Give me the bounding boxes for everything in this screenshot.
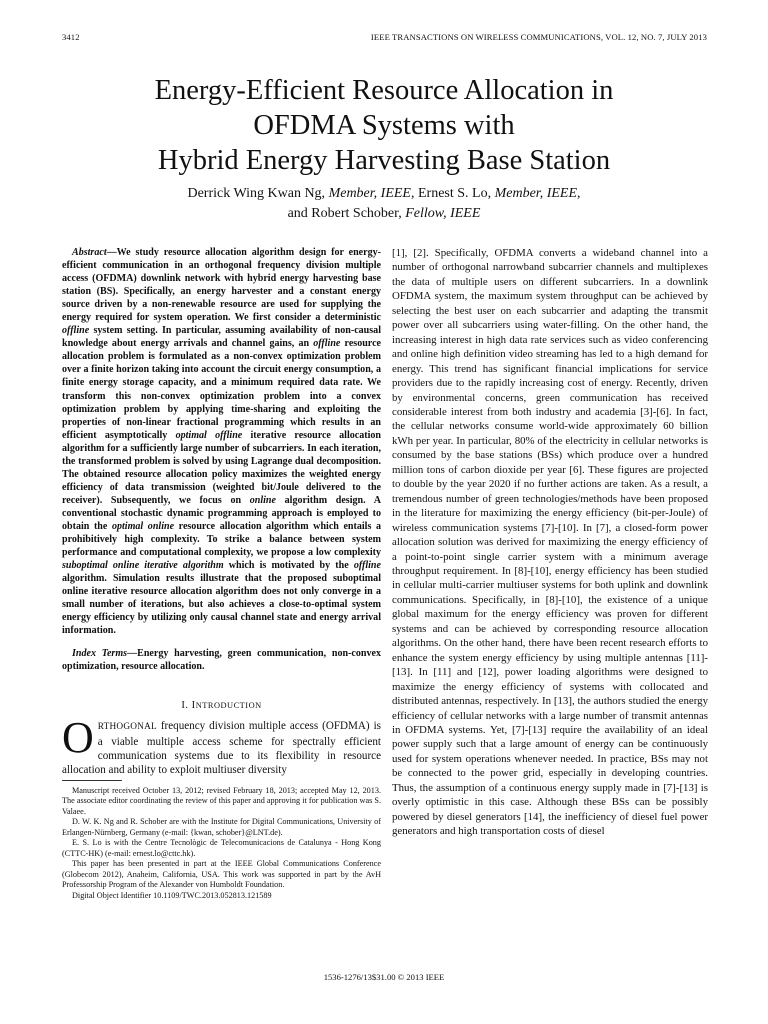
paper-title [60,73,708,178]
index-terms-label: Index Terms [72,648,128,660]
intro-paragraph [62,713,381,778]
abstract-text: resource allocation algorithm which entails a prohibitively high complexity. To strike a balance between system performance and computational complexity, we propose a low complexity [62,520,381,559]
footnote: E. S. Lo is with the Centre Tecnològic de Telecomunicacions de Catalunya - Hong Kong (CTTC-HK) (e-mail: ernest.lo@cttc.hk). [62,838,381,858]
title-line: Hybrid Energy Harvesting Base Station [157,145,611,176]
author-membership: Fellow, IEEE [405,206,481,221]
section-number: I. [181,699,192,711]
author-name: , Ernest S. Lo, [410,186,495,201]
abstract-text: algorithm. Simulation results illustrate that the proposed suboptimal online iterative resource allocation algorithm does not only converge in a small number of iterations, but also achieves a close-to-optimal system energy efficiency by utilizing only causal channel state and energy arrival information. [62,573,381,637]
index-terms-text: —Energy harvesting, green communication, non-convex optimization, resource allocation. [62,648,381,673]
abstract-text: system setting. In particular, assuming availability of non-causal knowledge about energy arrivals and channel gains, an [62,325,381,350]
drop-cap: O [62,713,94,763]
body-paragraph: [1], [2]. Specifically, OFDMA converts a wideband channel into a number of orthogonal narrowband subcarrier channels and multiplexes the data of multiple users on different subcarriers. In a downlink OFDMA system, the maximum system throughput can be achieved by selecting the best user on each subcarrier and adapting the transmit power over all subcarriers using water-filling. On the other hand, the increasing interest in high data rate services such as video conferencing and online high definition video streaming has led to a high demand for energy. This trend has significant financial implications for service providers due to the rapidly increasing cost of energy. Recently, driven by environmental concerns, green communication has received considerable interest from both industry and academia [3]-[6]. In fact, the cellular networks consume world-wide approximately 60 billion kWh per year. In particular, 80% of the electricity in cellular networks is consumed by the base stations (BSs) which produce over a hundred million tons of carbon dioxide per year [6]. These figures are projected to double by the year 2020 if no further actions are taken. As a result, a tremendous number of green technologies/methods have been proposed in the literature for maximizing the energy efficiency (bit-per-Joule) of wireless communication systems [7]-[10]. In [7], a closed-form power allocation solution was derived for maximizing the energy efficiency of a point-to-point single carrier system with a minimum average throughput requirement. In [8]-[10], energy efficiency has been studied in cellular multi-carrier multiuser systems for both uplink and downlink communications. Specifically, in [8]-[10], the existence of a unique global maximum for the energy efficiency was proven for different systems and can be achieved by corresponding resource allocation algorithms. On the other hand, there have been recent research efforts to enhance the system energy efficiency by using multiple antennas [11]-[13]. In [11] and [12], power loading algorithms were designed to maximize the energy efficiency of systems with collocated and distributed antennas, respectively. In [13], the authors studied the energy efficiency of cellular networks with a large number of transmit antennas in OFDMA systems. Yet, [7]-[13] require the availability of an ideal power supply such that a large amount of energy can be continuously used for system operations whenever needed. In practice, BSs may not be connected to the power grid, especially in developing countries. Thus, the assumption of a continuous energy supply made in [7]-[13] is overly optimistic in this case. Although these BSs can be possibly powered by diesel generators [14], the inefficiency of diesel fuel power generators and high transportation costs of diesel [392,247,708,838]
title-line: Energy-Efficient Resource Allocation in [154,75,614,106]
abstract-emphasis: suboptimal online iterative algorithm [62,560,224,572]
author-name: Derrick Wing Kwan Ng, [187,186,329,201]
footnote: Manuscript received October 13, 2012; revised February 18, 2013; accepted May 12, 2013. The associate editor coordinating the review of this paper and approving it for publication was S. Valaee. [62,785,381,816]
section-title-cap: I [191,699,196,711]
section-heading [62,699,381,714]
intro-text: frequency division multiple access (OFDMA) is a viable multiple access scheme for spectrally efficient communication systems due to its flexibility in resource allocation and ability to exploit multiuser diversity [62,720,381,777]
abstract-emphasis: optimal online [111,520,175,532]
running-header: IEEE TRANSACTIONS ON WIRELESS COMMUNICATIONS, VOL. 12, NO. 7, JULY 2013 [370,32,707,42]
title-line: OFDMA Systems with [253,110,515,141]
author-line-2 [60,204,708,224]
abstract [62,246,381,637]
left-column [62,246,381,901]
author-name: and Robert Schober, [287,206,406,221]
author-list [60,184,708,224]
abstract-emphasis: offline [62,325,90,337]
right-column [392,246,708,839]
footnote-rule [62,780,122,781]
abstract-emphasis: offline [353,560,381,572]
abstract-text: —We study resource allocation algorithm design for energy-efficient communication in an orthogonal frequency division multiple access (OFDMA) downlink network with hybrid energy harvesting base station (BS). Specifically, an energy harvester and a constant energy source driven by a non-renewable resource are used for supplying the energy required for system operation. We first consider a deterministic [62,247,381,324]
section-title-rest: NTRODUCTION [195,700,262,710]
footnote: D. W. K. Ng and R. Schober are with the Institute for Digital Communications, University of Erlangen-Nürnberg, Germany (e-mail: {kwan, schober}@LNT.de). [62,817,381,837]
abstract-text: resource allocation problem is formulated as a non-convex optimization problem over a finite horizon taking into account the circuit energy consumption, a finite energy storage capacity, and a minimum required data rate. We transform this non-convex optimization problem into a convex optimization problem by applying time-sharing and exploiting the properties of non-linear fractional programming which results in an efficient asymptotically [62,338,381,441]
abstract-emphasis: online [249,494,276,506]
intro-smallcaps: RTHOGONAL [97,722,157,733]
author-line-1 [60,184,708,204]
footnote: This paper has been presented in part at the IEEE Global Communications Conference (Globecom 2012), Anaheim, California, USA. This work was supported in part by the AvH Professorship Program of the Alexander von Humboldt Foundation. [62,859,381,890]
page-number: 3412 [62,32,80,42]
author-membership: Member, IEEE [494,186,578,201]
abstract-emphasis: optimal offline [175,429,243,441]
copyright-line: 1536-1276/13$31.00 © 2013 IEEE [323,972,445,982]
doi-line: Digital Object Identifier 10.1109/TWC.2013.052813.121589 [72,890,272,900]
abstract-label: Abstract [72,247,107,258]
index-terms [62,647,381,673]
author-separator: , [577,186,581,201]
abstract-emphasis: offline [313,338,341,350]
abstract-text: which is motivated by the [223,560,354,572]
abstract-text: iterative resource allocation algorithm for a sufficiently large number of subcarriers. In each iteration, the transformed problem is solved by using Lagrange dual decomposition. The obtained resource allocation policy maximizes the weighted energy efficiency of data transmission (weighted bit/Joule delivered to the receiver). Subsequently, we focus on [62,429,381,506]
abstract-text: algorithm design. A conventional stochastic dynamic programming approach is employed to obtain the [62,494,381,532]
author-membership: Member, IEEE [328,186,411,201]
